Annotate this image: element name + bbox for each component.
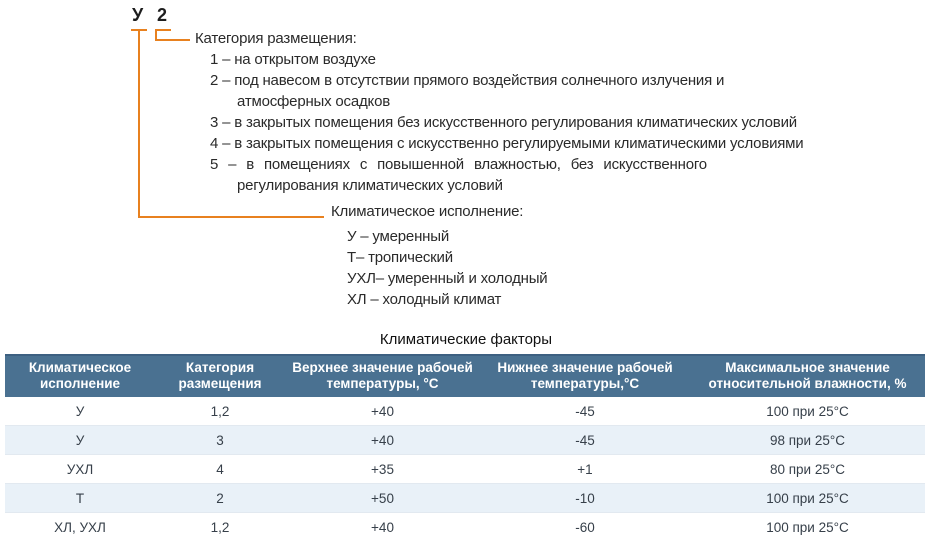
climatic-design-item: У – умеренный [347,228,450,245]
table-row [5,513,925,541]
climatic-factors-table [5,354,925,541]
table-cell: 3 [155,426,285,455]
table-cell: +50 [285,484,480,513]
placement-category-line: 5 – в помещениях с повышенной влажностью, без искусственного [210,156,707,173]
table-cell: +40 [371,403,394,419]
placement-category-lines [210,49,803,196]
table-cell: +35 [285,455,480,484]
table-cell: -45 [480,426,690,455]
table-cell: +40 [285,513,480,541]
table-cell: 4 [155,455,285,484]
table-cell: +1 [480,455,690,484]
table-row [5,484,925,513]
table-header-cell: Категория размещения [155,355,285,397]
table-cell: -45 [575,403,595,419]
table-cell: У [5,426,155,455]
placement-category-line: 4 – в закрытых помещения с искусственно регулируемыми климатическими условиями [210,135,804,152]
table-header-cell: Максимальное значение относительной влажности, % [690,355,925,397]
table-header-row [5,355,925,397]
table-cell: Т [5,484,155,513]
table-cell: 100 при 25°С [766,403,849,419]
placement-category-title: Категория размещения: [195,30,357,47]
table-cell: 100 при 25°С [690,513,925,541]
placement-category-line: регулирования климатических условий [237,177,503,194]
connector-climatic-horizontal-line [138,216,324,218]
table-body [5,397,925,541]
table-header-cell: Верхнее значение рабочей температуры, °С [285,355,480,397]
connector-category-horizontal-line [155,39,190,41]
table-title: Климатические факторы [379,331,553,348]
table-row [5,426,925,455]
table-cell: УХЛ [5,455,155,484]
table-cell: 1,2 [155,513,285,541]
placement-category-line: 2 – под навесом в отсутствии прямого воздействия солнечного излучения и [210,72,725,89]
table-cell: -60 [480,513,690,541]
climatic-design-title: Климатическое исполнение: [331,203,524,220]
table-cell: ХЛ, УХЛ [5,513,155,541]
climatic-design-item: Т– тропический [347,249,453,266]
table-cell: У [75,403,85,419]
table-header-cell: Нижнее значение рабочей температуры,°С [480,355,690,397]
designation-category-digit: 2 [157,5,168,25]
table-cell: 98 при 25°С [690,426,925,455]
table-cell: +40 [285,426,480,455]
climatic-design-items [347,226,547,310]
designation-climatic-letter: У [132,5,144,25]
table-cell: -10 [480,484,690,513]
climatic-design-item: ХЛ – холодный климат [347,291,502,308]
placement-category-line: атмосферных осадков [237,93,390,110]
table-cell: 1,2 [210,403,230,419]
table-cell: 100 при 25°С [690,484,925,513]
table-row [5,455,925,484]
table-cell: 80 при 25°С [690,455,925,484]
connector-category-tick [155,29,171,31]
connector-climatic-vertical-line [138,29,140,218]
table-header-cell: Климатическое исполнение [5,355,155,397]
table-row [5,397,925,426]
table-cell: 2 [155,484,285,513]
placement-category-line: 3 – в закрытых помещения без искусственного регулирования климатических условий [210,114,797,131]
climatic-design-item: УХЛ– умеренный и холодный [347,270,548,287]
placement-category-line: 1 – на открытом воздухе [210,51,376,68]
